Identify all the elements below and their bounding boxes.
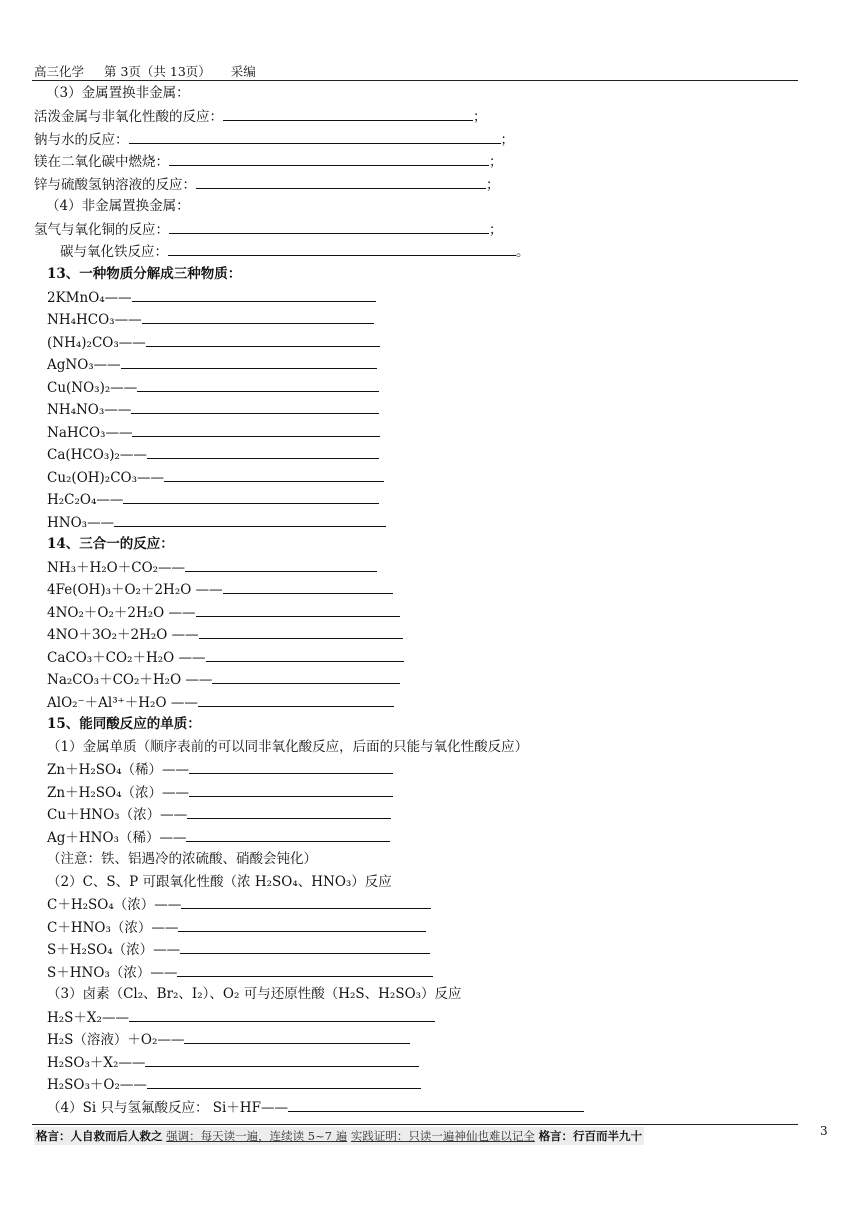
section-14-heading: 14、三合一的反应：: [47, 536, 174, 552]
answer-blank[interactable]: [180, 940, 430, 954]
answer-blank[interactable]: [164, 468, 384, 482]
reaction-line: 钠与水的反应： ；: [34, 132, 514, 148]
answer-blank[interactable]: [137, 378, 379, 392]
footer-motto-1: 格言：人自救而后人救之: [36, 1129, 163, 1143]
answer-blank[interactable]: [223, 107, 473, 121]
reaction-line: H₂S＋X₂——: [47, 1008, 435, 1027]
reaction-line: H₂C₂O₄——: [47, 490, 379, 509]
reaction-line: 碳与氧化铁反应： 。: [60, 244, 530, 260]
footer-tip: 强调：每天读一遍，连续读 5~7 遍: [166, 1129, 348, 1143]
reaction-line: Ag＋HNO₃（稀）——: [47, 828, 390, 847]
answer-blank[interactable]: [187, 805, 391, 819]
header-rule: [32, 80, 798, 81]
reaction-line: Cu＋HNO₃（浓）——: [47, 805, 391, 824]
reaction-line: H₂SO₃＋X₂——: [47, 1053, 419, 1072]
reaction-line: Cu(NO₃)₂——: [47, 378, 379, 397]
reaction-line: Cu₂(OH)₂CO₃——: [47, 468, 384, 487]
footer-rule: [32, 1124, 798, 1125]
answer-blank[interactable]: [146, 333, 380, 347]
answer-blank[interactable]: [168, 242, 516, 256]
reaction-line: NH₃＋H₂O＋CO₂——: [47, 558, 377, 577]
answer-blank[interactable]: [196, 175, 486, 189]
answer-blank[interactable]: [132, 288, 376, 302]
reaction-line: S＋H₂SO₄（浓）——: [47, 940, 430, 959]
page-number: 3: [820, 1124, 828, 1138]
answer-blank[interactable]: [178, 918, 426, 932]
answer-blank[interactable]: [196, 603, 400, 617]
answer-blank[interactable]: [181, 895, 431, 909]
answer-blank[interactable]: [142, 310, 374, 324]
answer-blank[interactable]: [145, 1053, 419, 1067]
reaction-line: CaCO₃＋CO₂＋H₂O ——: [47, 648, 404, 667]
footer-proof: 实践证明：只读一遍神仙也难以记全: [350, 1129, 535, 1143]
reaction-line: 4NO₂＋O₂＋2H₂O ——: [47, 603, 400, 622]
reaction-line: 4Fe(OH)₃＋O₂＋2H₂O ——: [47, 580, 393, 599]
reaction-line: C＋HNO₃（浓）——: [47, 918, 426, 937]
reaction-line: 锌与硫酸氢钠溶液的反应： ；: [34, 177, 500, 193]
reaction-line: Zn＋H₂SO₄（浓）——: [47, 783, 393, 802]
answer-blank[interactable]: [223, 580, 393, 594]
answer-blank[interactable]: [184, 1030, 410, 1044]
answer-blank[interactable]: [198, 693, 394, 707]
subheading-nonmetal-displaces-metal: （4）非金属置换金属：: [46, 198, 190, 214]
reaction-line: (NH₄)₂CO₃——: [47, 333, 380, 352]
reaction-line: HNO₃——: [47, 513, 386, 532]
reaction-line: 镁在二氧化碳中燃烧： ；: [34, 154, 503, 170]
reaction-line: Na₂CO₃＋CO₂＋H₂O ——: [47, 670, 400, 689]
answer-blank[interactable]: [123, 490, 379, 504]
reaction-line: （4）Si 只与氢氟酸反应： Si＋HF——: [47, 1098, 584, 1117]
page-header: [34, 62, 272, 80]
reaction-line: 氢气与氧化铜的反应： ；: [34, 222, 503, 238]
reaction-line: Ca(HCO₃)₂——: [47, 445, 379, 464]
reaction-line: NH₄HCO₃——: [47, 310, 374, 329]
answer-blank[interactable]: [131, 400, 379, 414]
reaction-line: 4NO＋3O₂＋2H₂O ——: [47, 625, 403, 644]
answer-blank[interactable]: [147, 445, 379, 459]
header-author: 采编: [230, 64, 256, 79]
answer-blank[interactable]: [189, 783, 393, 797]
header-subject: 高三化学: [34, 64, 85, 79]
answer-blank[interactable]: [199, 625, 403, 639]
reaction-line: AlO₂⁻＋Al³⁺＋H₂O ——: [47, 693, 394, 712]
reaction-line: H₂SO₃＋O₂——: [47, 1075, 421, 1094]
answer-blank[interactable]: [206, 648, 404, 662]
subheading-metal-elements: （1）金属单质（顺序表前的可以同非氧化酸反应，后面的只能与氧化性酸反应）: [47, 739, 529, 755]
answer-blank[interactable]: [288, 1098, 584, 1112]
section-13-heading: 13、一种物质分解成三种物质：: [47, 266, 242, 282]
reaction-line: Zn＋H₂SO₄（稀）——: [47, 760, 393, 779]
reaction-line: NH₄NO₃——: [47, 400, 379, 419]
header-page: 第 3页（共 13页）: [104, 64, 211, 79]
answer-blank[interactable]: [189, 760, 393, 774]
reaction-line: S＋HNO₃（浓）——: [47, 963, 433, 982]
answer-blank[interactable]: [185, 558, 377, 572]
footer-motto-2: 格言：行百而半九十: [538, 1129, 643, 1143]
answer-blank[interactable]: [129, 130, 501, 144]
subheading-nonmetal-oxidizing-acids: （2）C、S、P 可跟氧化性酸（浓 H₂SO₄、HNO₃）反应: [47, 874, 392, 890]
section-15-heading: 15、能同酸反应的单质：: [47, 716, 201, 732]
subheading-metal-displaces-nonmetal: （3）金属置换非金属：: [46, 85, 190, 101]
answer-blank[interactable]: [186, 828, 390, 842]
answer-blank[interactable]: [114, 513, 386, 527]
reaction-line: C＋H₂SO₄（浓）——: [47, 895, 431, 914]
answer-blank[interactable]: [121, 355, 377, 369]
answer-blank[interactable]: [169, 220, 489, 234]
page-footer: [34, 1127, 644, 1145]
answer-blank[interactable]: [169, 152, 489, 166]
answer-blank[interactable]: [129, 1008, 435, 1022]
reaction-line: 2KMnO₄——: [47, 288, 376, 307]
reaction-line: H₂S（溶液）＋O₂——: [47, 1030, 410, 1049]
subheading-halogens-reducing-acids: （3）卤素（Cl₂、Br₂、I₂）、O₂ 可与还原性酸（H₂S、H₂SO₃）反应: [47, 986, 462, 1002]
answer-blank[interactable]: [132, 423, 380, 437]
answer-blank[interactable]: [212, 670, 400, 684]
reaction-line: 活泼金属与非氧化性酸的反应： ；: [34, 109, 487, 125]
note-passivation: （注意：铁、铝遇冷的浓硫酸、硝酸会钝化）: [47, 851, 317, 867]
reaction-line: AgNO₃——: [47, 355, 377, 374]
answer-blank[interactable]: [147, 1075, 421, 1089]
reaction-line: NaHCO₃——: [47, 423, 380, 442]
answer-blank[interactable]: [177, 963, 433, 977]
